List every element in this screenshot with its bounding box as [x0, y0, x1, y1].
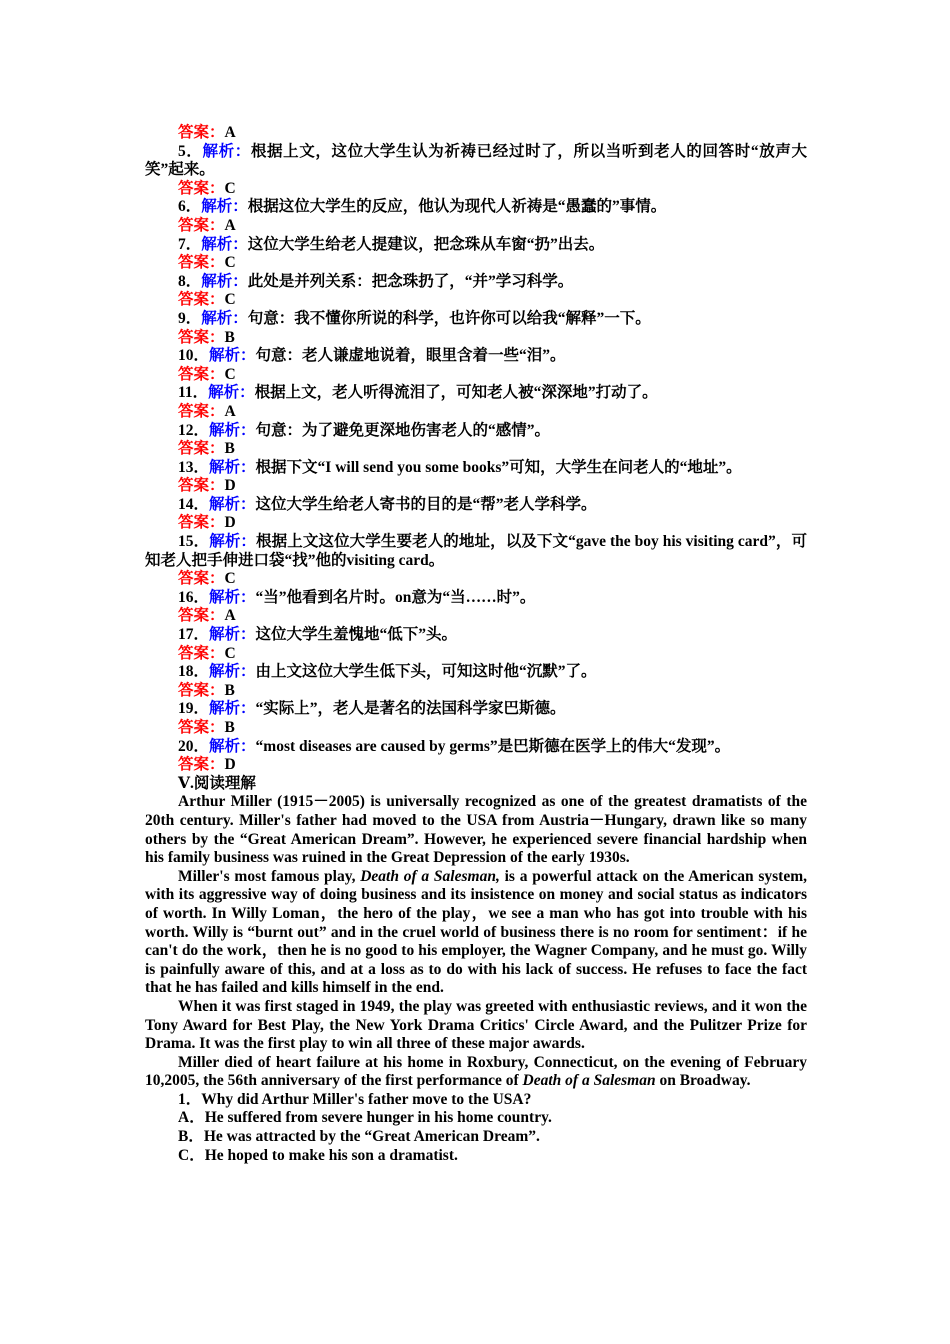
answer-line — [145, 366, 807, 385]
answer-label: 答案： — [178, 570, 225, 588]
item-number: 20． — [178, 737, 210, 755]
item-number: 8． — [178, 272, 202, 290]
answer-label: 答案： — [178, 719, 225, 736]
answer-line — [145, 645, 807, 664]
answer-label: 答案： — [178, 477, 225, 495]
analysis-text: 这位大学生羞愧地“低下”头。 — [255, 626, 458, 644]
item-number: 14． — [178, 495, 210, 513]
document-page — [145, 124, 807, 1165]
analysis-label: 解析： — [201, 235, 248, 253]
analysis-item-20 — [145, 738, 807, 757]
answer-value: A — [224, 216, 236, 234]
answer-label: 答案： — [178, 124, 225, 141]
analysis-text: “实际上”，老人是著名的法国科学家巴斯德。 — [255, 700, 566, 718]
analysis-text: 根据这位大学生的反应，他认为现代人祈祷是“愚蠢的”事情。 — [247, 198, 667, 216]
answer-value: D — [224, 756, 236, 774]
analysis-text: “most diseases are caused by germs”是巴斯德在医学上的伟大“发现”。 — [255, 737, 731, 755]
answer-label: 答案： — [178, 756, 225, 774]
analysis-text: 根据上文这位大学生要老人的地址，以及下文“gave the boy his visiting card”，可知老人把手伸进口袋“找”他的visiting card。 — [145, 533, 807, 569]
analysis-item-15 — [145, 533, 807, 570]
answer-value: C — [224, 179, 236, 197]
analysis-text: 这位大学生给老人寄书的目的是“帮”老人学科学。 — [255, 495, 597, 513]
item-number: 6． — [178, 198, 202, 216]
analysis-text: 根据上文，这位大学生认为祈祷已经过时了，所以当听到老人的回答时“放声大笑”起来。 — [145, 142, 807, 179]
item-number: 15． — [178, 533, 210, 551]
answer-value: C — [224, 254, 236, 272]
answer-value: C — [224, 570, 236, 588]
analysis-item-18 — [145, 663, 807, 682]
item-number: 7． — [178, 235, 202, 253]
analysis-label: 解析： — [209, 626, 256, 644]
analysis-text: “当”他看到名片时。on意为“当……时”。 — [255, 588, 536, 606]
answer-line — [145, 719, 807, 738]
analysis-item-17 — [145, 626, 807, 645]
answer-line — [145, 291, 807, 310]
analysis-label: 解析： — [209, 421, 256, 439]
answer-line — [145, 607, 807, 626]
answer-value: C — [224, 644, 236, 662]
analysis-text: 这位大学生给老人提建议，把念珠从车窗“扔”出去。 — [247, 235, 605, 253]
answer-line — [145, 514, 807, 533]
answer-line — [145, 329, 807, 348]
play-title: Death of a Salesman — [522, 1072, 656, 1090]
analysis-item-16 — [145, 589, 807, 608]
play-title: Death of a Salesman, — [360, 867, 500, 885]
analysis-text: 根据上文，老人听得流泪了，可知老人被“深深地”打动了。 — [254, 384, 658, 402]
question-stem: 1．Why did Arthur Miller's father move to the USA? — [178, 1090, 532, 1108]
answer-label: 答案： — [178, 291, 225, 309]
analysis-text: 由上文这位大学生低下头，可知这时他“沉默”了。 — [255, 663, 597, 681]
item-number: 11． — [178, 384, 209, 402]
answer-line — [145, 124, 807, 143]
item-number: 19． — [178, 700, 210, 718]
answer-label: 答案： — [178, 254, 225, 272]
analysis-label: 解析： — [201, 198, 248, 216]
analysis-text: 句意：老人谦虚地说着，眼里含着一些“泪”。 — [255, 347, 566, 365]
answer-value: B — [224, 719, 235, 736]
analysis-label: 解析： — [201, 272, 248, 290]
section-heading: Ⅴ.阅读理解 — [178, 774, 256, 792]
answer-label: 答案： — [178, 216, 225, 234]
passage-paragraph-1: Arthur Miller (1915－2005) is universally recognized as one of the greatest dramatists of the 20th century. Miller's father had moved to the USA from Austria－Hungary, drawn like so many others by the “Great American Dream”. However, he experienced severe financial hardship when his family business was ruined in the Great Depression of the early 1930s. — [145, 793, 807, 867]
analysis-label: 解析： — [201, 309, 248, 327]
passage-text: Miller's most famous play, — [178, 867, 361, 885]
analysis-item-9 — [145, 310, 807, 329]
analysis-text: 根据下文“I will send you some books”可知，大学生在问老人的“地址”。 — [255, 458, 742, 476]
option-a: A．He suffered from severe hunger in his home country. — [178, 1109, 552, 1127]
passage-text: is a powerful attack on the American system, with its aggressive way of doing business and its insistence on money and social status as indicators of worth. In Willy Loman，the hero of the play，we see a man who has got into trouble with his worth. Willy is “burnt out” and in the cruel world of business there is no room for sentiment：if he can't do the work，then he is no good to his employer, the Wagner Company, and he must go. Willy is painfully aware of this, and at a loss as to do with his lack of success. He refuses to face the fact that he has failed and kills himself in the end. — [145, 867, 807, 997]
analysis-label: 解析： — [202, 142, 251, 160]
answer-value: B — [224, 440, 235, 458]
analysis-item-10 — [145, 347, 807, 366]
option-c: C．He hoped to make his son a dramatist. — [178, 1146, 458, 1164]
answer-line — [145, 440, 807, 459]
analysis-text: 此处是并列关系：把念珠扔了，“并”学习科学。 — [247, 272, 574, 290]
item-number: 10． — [178, 347, 210, 365]
answer-value: B — [224, 681, 235, 699]
analysis-item-11 — [145, 384, 807, 403]
analysis-item-6 — [145, 198, 807, 217]
answer-value: C — [224, 365, 236, 383]
analysis-label: 解析： — [209, 533, 257, 551]
answer-line — [145, 403, 807, 422]
analysis-text: 句意：为了避免更深地伤害老人的“感情”。 — [255, 421, 551, 439]
answer-line — [145, 756, 807, 775]
analysis-label: 解析： — [209, 495, 256, 513]
answer-value: A — [224, 607, 236, 625]
answer-label: 答案： — [178, 179, 225, 197]
answer-label: 答案： — [178, 607, 225, 625]
item-number: 12． — [178, 421, 210, 439]
passage-paragraph-3: When it was first staged in 1949, the play was greeted with enthusiastic reviews, and it won the Tony Award for Best Play, the New York Drama Critics' Circle Award, and the Pulitzer Prize for Drama. It was the first play to win all three of these major awards. — [145, 997, 807, 1053]
analysis-label: 解析： — [209, 663, 256, 681]
answer-line — [145, 180, 807, 199]
answer-value: A — [224, 124, 236, 141]
answer-label: 答案： — [178, 644, 225, 662]
answer-line — [145, 682, 807, 701]
analysis-item-7 — [145, 236, 807, 255]
answer-value: C — [224, 291, 236, 309]
analysis-item-13 — [145, 459, 807, 478]
item-number: 17． — [178, 626, 210, 644]
item-number: 9． — [178, 309, 202, 327]
answer-value: A — [224, 402, 236, 420]
analysis-label: 解析： — [209, 458, 256, 476]
answer-value: D — [224, 477, 236, 495]
item-number: 18． — [178, 663, 210, 681]
analysis-label: 解析： — [209, 737, 256, 755]
answer-label: 答案： — [178, 440, 225, 458]
answer-line — [145, 477, 807, 496]
answer-label: 答案： — [178, 328, 225, 346]
answer-value: D — [224, 514, 236, 532]
passage-text: on Broadway. — [655, 1072, 751, 1090]
item-number: 16． — [178, 588, 210, 606]
analysis-item-5 — [145, 143, 807, 180]
analysis-label: 解析： — [209, 588, 256, 606]
item-number: 13． — [178, 458, 210, 476]
answer-label: 答案： — [178, 681, 225, 699]
analysis-item-14 — [145, 496, 807, 515]
answer-label: 答案： — [178, 365, 225, 383]
analysis-item-12 — [145, 422, 807, 441]
passage-paragraph-4 — [145, 1054, 807, 1091]
answer-line — [145, 254, 807, 273]
passage-text: Miller died of heart failure at his home in Roxbury, Connecticut, on the evening of February 10,2005, the 56th anniversary of the first performance of — [145, 1053, 807, 1090]
answer-value: B — [224, 328, 235, 346]
answer-label: 答案： — [178, 402, 225, 420]
option-b: B．He was attracted by the “Great American Dream”. — [178, 1128, 540, 1146]
passage-paragraph-2 — [145, 868, 807, 998]
analysis-item-19 — [145, 700, 807, 719]
answer-line — [145, 570, 807, 589]
answer-line — [145, 217, 807, 236]
analysis-text: 句意：我不懂你所说的科学，也许你可以给我“解释”一下。 — [247, 309, 651, 327]
analysis-label: 解析： — [208, 384, 255, 402]
analysis-label: 解析： — [209, 347, 256, 365]
item-number: 5． — [178, 142, 203, 160]
analysis-item-8 — [145, 273, 807, 292]
analysis-label: 解析： — [209, 700, 256, 718]
answer-label: 答案： — [178, 514, 225, 532]
